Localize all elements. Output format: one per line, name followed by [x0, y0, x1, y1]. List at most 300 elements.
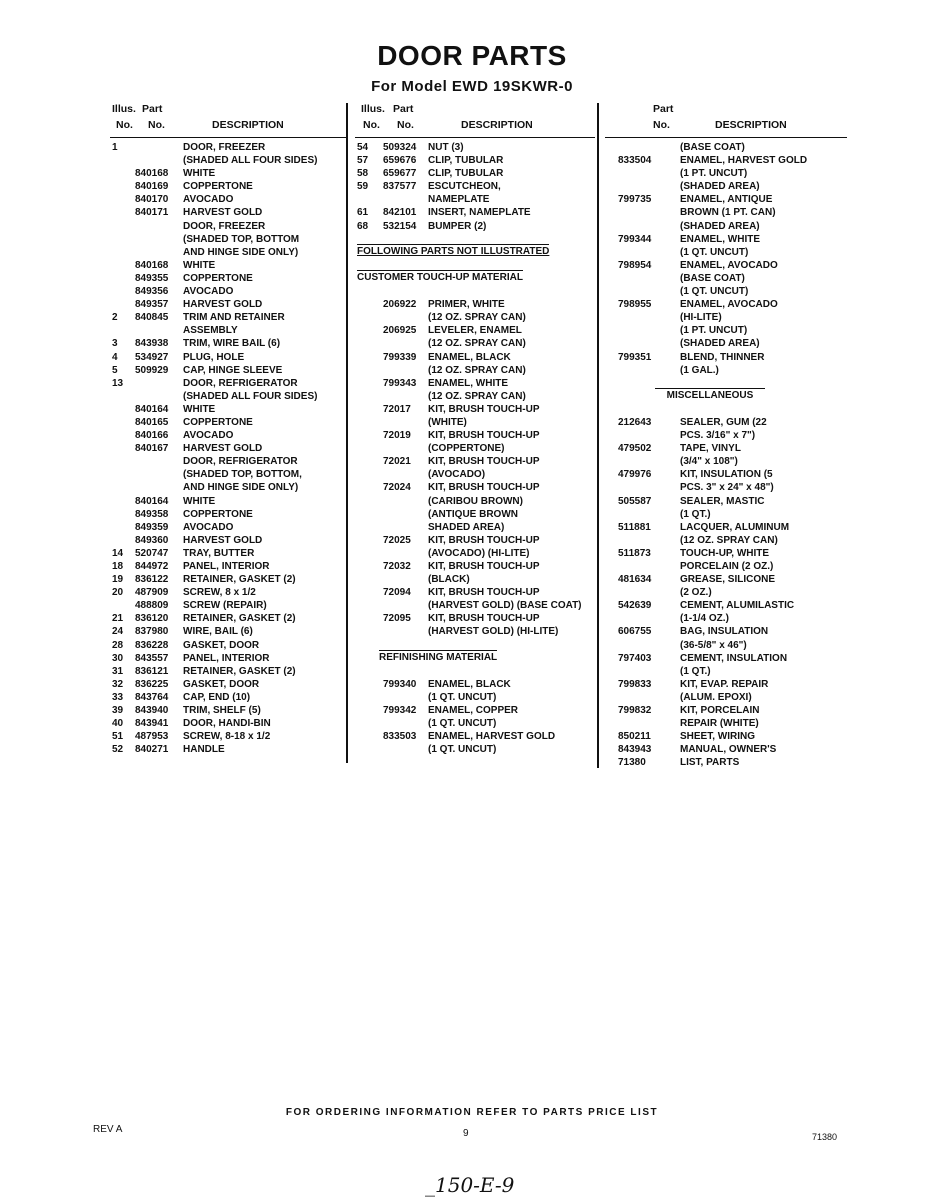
blank-line: [605, 403, 847, 416]
part-row: [110, 743, 346, 756]
header-part-no: No.: [148, 119, 165, 131]
section-heading-line: [605, 390, 847, 403]
part-description: (CARIBOU BROWN): [428, 495, 523, 507]
part-description: (12 OZ. SPRAY CAN): [428, 364, 526, 376]
part-description: KIT, BRUSH TOUCH-UP: [428, 534, 540, 546]
part-row: [605, 246, 847, 259]
section-heading: FOLLOWING PARTS NOT ILLUSTRATED: [357, 245, 550, 257]
part-description: ENAMEL, WHITE: [680, 233, 760, 245]
part-description: (WHITE): [428, 416, 467, 428]
part-description: (BLACK): [428, 574, 470, 586]
part-number: 840169: [135, 181, 169, 193]
part-description: SCREW, 8-18 x 1/2: [183, 731, 271, 743]
part-number: 797403: [618, 652, 652, 664]
part-number: 72024: [383, 482, 411, 494]
part-description: KIT, BRUSH TOUCH-UP: [428, 482, 540, 494]
illus-number: 14: [112, 547, 124, 559]
part-row: [605, 625, 847, 638]
part-number: 849357: [135, 299, 169, 311]
part-row: [605, 573, 847, 586]
part-number: 534927: [135, 351, 169, 363]
illus-number: 31: [112, 665, 124, 677]
part-row: [110, 547, 346, 560]
part-number: 837577: [383, 181, 417, 193]
part-description: (1 GAL.): [680, 364, 719, 376]
part-number: 840171: [135, 207, 169, 219]
part-row: [355, 612, 595, 625]
part-description: (12 OZ. SPRAY CAN): [680, 534, 778, 546]
part-number: 799343: [383, 377, 417, 389]
header-illus-no: No.: [116, 119, 133, 131]
part-row: [605, 285, 847, 298]
part-number: 843557: [135, 652, 169, 664]
illus-number: 61: [357, 207, 369, 219]
part-row: [110, 573, 346, 586]
part-description: SEALER, MASTIC: [680, 495, 765, 507]
illus-number: 68: [357, 220, 369, 232]
illus-number: 30: [112, 652, 124, 664]
part-number: 72021: [383, 456, 411, 468]
part-number: 840167: [135, 443, 169, 455]
part-row: [110, 625, 346, 638]
part-row: [110, 599, 346, 612]
part-description: HARVEST GOLD: [183, 534, 263, 546]
part-description: (36-5/8" x 46"): [680, 639, 747, 651]
part-row: [110, 180, 346, 193]
part-row: [110, 429, 346, 442]
part-row: [110, 586, 346, 599]
part-description: HARVEST GOLD: [183, 207, 263, 219]
part-row: [605, 311, 847, 324]
part-row: [355, 599, 595, 612]
part-row: [110, 220, 346, 233]
part-description: MANUAL, OWNER'S: [680, 744, 777, 756]
part-row: [605, 193, 847, 206]
part-row: [605, 521, 847, 534]
part-row: [110, 508, 346, 521]
part-row: [110, 678, 346, 691]
part-number: 843764: [135, 691, 169, 703]
part-row: [605, 704, 847, 717]
part-description: (1 QT. UNCUT): [680, 246, 749, 258]
part-number: 511873: [618, 547, 651, 559]
part-row: [605, 298, 847, 311]
part-row: [605, 586, 847, 599]
part-row: [605, 272, 847, 285]
part-description: KIT, INSULATION (5: [680, 469, 773, 481]
part-description: NUT (3): [428, 142, 464, 153]
part-row: [605, 691, 847, 704]
part-description: (12 OZ. SPRAY CAN): [428, 312, 526, 324]
part-number: 212643: [618, 416, 652, 428]
part-description: ENAMEL, AVOCADO: [680, 259, 778, 271]
illus-number: 1: [112, 142, 118, 153]
part-number: 849360: [135, 534, 169, 546]
part-description: INSERT, NAMEPLATE: [428, 207, 531, 219]
part-number: 505587: [618, 495, 652, 507]
part-description: TAPE, VINYL: [680, 443, 741, 455]
part-number: 606755: [618, 626, 652, 638]
header-illus-top: Illus.: [112, 103, 136, 115]
part-number: 72019: [383, 430, 411, 442]
ordering-note: FOR ORDERING INFORMATION REFER TO PARTS PRICE LIST: [285, 1107, 659, 1118]
part-row: [110, 416, 346, 429]
illus-number: 54: [357, 142, 369, 153]
part-number: 837980: [135, 626, 169, 638]
part-number: 798954: [618, 259, 652, 271]
parts-column-1: [110, 103, 346, 756]
part-number: 799735: [618, 194, 652, 206]
parts-column-3: [605, 103, 847, 770]
part-description: WHITE: [183, 259, 216, 271]
header-description: DESCRIPTION: [212, 119, 284, 131]
part-description: LIST, PARTS: [680, 757, 740, 769]
part-row: [110, 639, 346, 652]
document-code: 71380: [812, 1132, 838, 1142]
part-number: 833504: [618, 155, 652, 167]
part-description: ENAMEL, BLACK: [428, 678, 511, 690]
part-row: [355, 351, 595, 364]
part-row: [355, 573, 595, 586]
part-description: (1 QT. UNCUT): [428, 744, 497, 756]
part-row: [355, 704, 595, 717]
part-description: ENAMEL, ANTIQUE: [680, 194, 773, 206]
illus-number: 21: [112, 613, 124, 625]
illus-number: 32: [112, 678, 124, 690]
part-description: (2 OZ.): [680, 587, 712, 599]
part-number: 488809: [135, 600, 169, 612]
part-row: [355, 495, 595, 508]
handwritten-note: _150-E-9: [425, 1173, 515, 1197]
illus-number: 4: [112, 351, 118, 363]
part-row: [605, 167, 847, 180]
part-description: ENAMEL, HARVEST GOLD: [680, 155, 808, 167]
part-description: KIT, BRUSH TOUCH-UP: [428, 587, 540, 599]
header-part-top: Part: [142, 103, 163, 115]
part-row: [355, 141, 595, 154]
part-description: LACQUER, ALUMINUM: [680, 521, 790, 533]
part-description: WHITE: [183, 403, 216, 415]
part-row: [605, 652, 847, 665]
header-illus-no: No.: [363, 119, 380, 131]
part-row: [355, 206, 595, 219]
part-description: REPAIR (WHITE): [680, 718, 759, 730]
part-row: [355, 560, 595, 573]
part-description: PORCELAIN (2 OZ.): [680, 561, 774, 572]
part-number: 836122: [135, 574, 169, 586]
part-description: (12 OZ. SPRAY CAN): [428, 338, 526, 350]
part-description: PANEL, INTERIOR: [183, 561, 270, 572]
part-description: GASKET, DOOR: [183, 678, 260, 690]
part-row: [355, 403, 595, 416]
part-description: CAP, HINGE SLEEVE: [183, 364, 283, 376]
illus-number: 57: [357, 155, 369, 167]
part-number: 844972: [135, 561, 169, 572]
part-number: 509929: [135, 364, 169, 376]
part-number: 72025: [383, 534, 411, 546]
part-number: 843941: [135, 718, 169, 730]
illus-number: 5: [112, 364, 118, 376]
illus-number: 28: [112, 639, 124, 651]
part-number: 840164: [135, 403, 169, 415]
part-row: [355, 311, 595, 324]
part-row: [355, 220, 595, 233]
illus-number: 52: [112, 744, 124, 756]
part-description: (COPPERTONE): [428, 443, 505, 455]
part-number: 849358: [135, 508, 169, 520]
part-row: [355, 468, 595, 481]
part-description: (1 QT. UNCUT): [428, 691, 497, 703]
part-row: [110, 652, 346, 665]
part-description: (SHADED TOP, BOTTOM,: [183, 469, 302, 481]
part-number: 842101: [383, 207, 417, 219]
part-description: SCREW, 8 x 1/2: [183, 587, 256, 599]
section-heading-line: [355, 246, 595, 259]
part-description: DOOR, HANDI-BIN: [183, 718, 271, 730]
part-number: 833503: [383, 731, 417, 743]
part-description: AND HINGE SIDE ONLY): [183, 482, 299, 494]
section-heading: MISCELLANEOUS: [655, 388, 765, 401]
part-row: [605, 730, 847, 743]
part-description: KIT, BRUSH TOUCH-UP: [428, 561, 540, 572]
illus-number: 13: [112, 377, 124, 389]
part-row: [355, 455, 595, 468]
part-row: [605, 324, 847, 337]
part-description: (HARVEST GOLD) (BASE COAT): [428, 600, 582, 612]
part-row: [605, 351, 847, 364]
part-row: [605, 429, 847, 442]
illus-number: 19: [112, 574, 124, 586]
part-row: [355, 364, 595, 377]
part-number: 840165: [135, 416, 169, 428]
part-description: (1 QT. UNCUT): [428, 718, 497, 730]
part-number: 520747: [135, 547, 169, 559]
part-description: AND HINGE SIDE ONLY): [183, 246, 299, 258]
part-description: (ALUM. EPOXI): [680, 691, 752, 703]
part-row: [355, 691, 595, 704]
part-row: [605, 534, 847, 547]
part-row: [110, 206, 346, 219]
part-description: (ANTIQUE BROWN: [428, 508, 518, 520]
part-row: [110, 442, 346, 455]
part-number: 511881: [618, 521, 651, 533]
part-row: [355, 180, 595, 193]
part-description: CLIP, TUBULAR: [428, 155, 504, 167]
part-description: KIT, BRUSH TOUCH-UP: [428, 613, 540, 625]
part-description: PRIMER, WHITE: [428, 299, 505, 311]
part-number: 840271: [135, 744, 169, 756]
part-row: [355, 337, 595, 350]
part-description: ENAMEL, WHITE: [428, 377, 508, 389]
part-description: (1 PT. UNCUT): [680, 325, 748, 337]
part-description: TRAY, BUTTER: [183, 547, 255, 559]
part-row: [110, 285, 346, 298]
part-number: 849355: [135, 272, 169, 284]
section-heading: REFINISHING MATERIAL: [379, 651, 498, 663]
part-number: 799342: [383, 705, 417, 717]
part-description: AVOCADO: [183, 286, 234, 298]
part-description: AVOCADO: [183, 430, 234, 442]
part-row: [605, 442, 847, 455]
part-row: [605, 756, 847, 769]
part-description: CAP, END (10): [183, 691, 251, 703]
part-number: 849359: [135, 521, 169, 533]
illus-number: 39: [112, 705, 124, 717]
part-number: 836225: [135, 678, 169, 690]
part-description: PCS. 3/16" x 7"): [680, 430, 756, 442]
part-description: BROWN (1 PT. CAN): [680, 207, 776, 219]
part-number: 71380: [618, 757, 646, 769]
part-number: 799340: [383, 678, 417, 690]
part-row: [110, 246, 346, 259]
part-row: [110, 233, 346, 246]
part-description: COPPERTONE: [183, 272, 253, 284]
part-row: [355, 298, 595, 311]
part-description: TRIM AND RETAINER: [183, 312, 285, 324]
part-row: [355, 481, 595, 494]
part-description: TOUCH-UP, WHITE: [680, 547, 770, 559]
part-description: (1-1/4 OZ.): [680, 613, 729, 625]
part-row: [355, 743, 595, 756]
part-number: 659676: [383, 155, 417, 167]
part-description: GASKET, DOOR: [183, 639, 260, 651]
part-row: [355, 167, 595, 180]
part-row: [355, 416, 595, 429]
part-row: [605, 743, 847, 756]
header-part-no: No.: [653, 119, 670, 131]
part-row: [110, 311, 346, 324]
part-description: SHADED AREA): [428, 521, 505, 533]
part-number: 479976: [618, 469, 652, 481]
part-row: [355, 324, 595, 337]
part-description: COPPERTONE: [183, 508, 253, 520]
part-row: [110, 377, 346, 390]
part-number: 843943: [618, 744, 652, 756]
part-row: [605, 233, 847, 246]
part-row: [355, 442, 595, 455]
part-row: [605, 337, 847, 350]
part-number: 487909: [135, 587, 169, 599]
part-number: 799832: [618, 705, 652, 717]
part-number: 532154: [383, 220, 417, 232]
part-row: [110, 272, 346, 285]
part-row: [110, 534, 346, 547]
part-description: RETAINER, GASKET (2): [183, 665, 296, 677]
part-number: 72095: [383, 613, 411, 625]
part-description: HANDLE: [183, 744, 225, 756]
header-part-top: Part: [393, 103, 414, 115]
part-description: COPPERTONE: [183, 416, 253, 428]
part-description: CEMENT, INSULATION: [680, 652, 788, 664]
part-row: [110, 468, 346, 481]
part-description: TRIM, SHELF (5): [183, 705, 261, 717]
part-description: AVOCADO: [183, 521, 234, 533]
part-description: (1 QT.): [680, 665, 711, 677]
part-number: 509324: [383, 142, 417, 153]
part-row: [110, 390, 346, 403]
part-row: [605, 468, 847, 481]
header-part-top: Part: [653, 103, 674, 115]
part-row: [110, 704, 346, 717]
part-description: KIT, PORCELAIN: [680, 705, 760, 717]
part-row: [605, 599, 847, 612]
part-row: [110, 521, 346, 534]
part-number: 799833: [618, 678, 652, 690]
part-row: [110, 141, 346, 154]
part-row: [355, 521, 595, 534]
header-part-no: No.: [397, 119, 414, 131]
part-description: RETAINER, GASKET (2): [183, 613, 296, 625]
blank-line: [355, 285, 595, 298]
part-number: 799344: [618, 233, 652, 245]
column-header: [605, 103, 847, 138]
part-description: (12 OZ. SPRAY CAN): [428, 390, 526, 402]
part-number: 843938: [135, 338, 169, 350]
part-row: [110, 691, 346, 704]
section-heading: CUSTOMER TOUCH-UP MATERIAL: [357, 271, 523, 283]
part-row: [355, 586, 595, 599]
part-row: [605, 508, 847, 521]
part-description: (SHADED TOP, BOTTOM: [183, 233, 300, 245]
part-row: [605, 547, 847, 560]
part-description: LEVELER, ENAMEL: [428, 325, 522, 337]
part-description: CEMENT, ALUMILASTIC: [680, 600, 795, 612]
part-description: GREASE, SILICONE: [680, 574, 776, 586]
part-number: 840166: [135, 430, 169, 442]
column-divider: [346, 103, 348, 763]
part-number: 799351: [618, 351, 652, 363]
part-description: KIT, BRUSH TOUCH-UP: [428, 430, 540, 442]
part-row: [605, 560, 847, 573]
part-row: [110, 337, 346, 350]
part-row: [605, 259, 847, 272]
part-row: [605, 717, 847, 730]
part-description: CLIP, TUBULAR: [428, 168, 504, 180]
part-row: [355, 678, 595, 691]
part-number: 840164: [135, 495, 169, 507]
part-description: SEALER, GUM (22: [680, 416, 767, 428]
header-description: DESCRIPTION: [461, 119, 533, 131]
part-number: 840170: [135, 194, 169, 206]
part-description: BAG, INSULATION: [680, 626, 769, 638]
part-number: 836121: [135, 665, 169, 677]
part-row: [110, 364, 346, 377]
part-row: [110, 455, 346, 468]
part-description: HARVEST GOLD: [183, 299, 263, 311]
illus-number: 2: [112, 312, 118, 324]
part-row: [110, 154, 346, 167]
part-row: [110, 259, 346, 272]
part-number: 840168: [135, 168, 169, 180]
part-description: (HARVEST GOLD) (HI-LITE): [428, 626, 559, 638]
illus-number: 33: [112, 691, 124, 703]
part-number: 840845: [135, 312, 169, 324]
part-number: 206925: [383, 325, 417, 337]
part-row: [110, 560, 346, 573]
part-description: DOOR, FREEZER: [183, 220, 266, 232]
part-description: DOOR, FREEZER: [183, 142, 266, 153]
illus-number: 40: [112, 718, 124, 730]
section-heading-line: [355, 272, 595, 285]
part-row: [605, 220, 847, 233]
part-number: 836120: [135, 613, 169, 625]
part-number: 481634: [618, 574, 652, 586]
part-description: (AVOCADO) (HI-LITE): [428, 547, 530, 559]
part-description: (SHADED AREA): [680, 181, 760, 193]
part-number: 479502: [618, 443, 652, 455]
part-description: (1 PT. UNCUT): [680, 168, 748, 180]
part-row: [355, 377, 595, 390]
